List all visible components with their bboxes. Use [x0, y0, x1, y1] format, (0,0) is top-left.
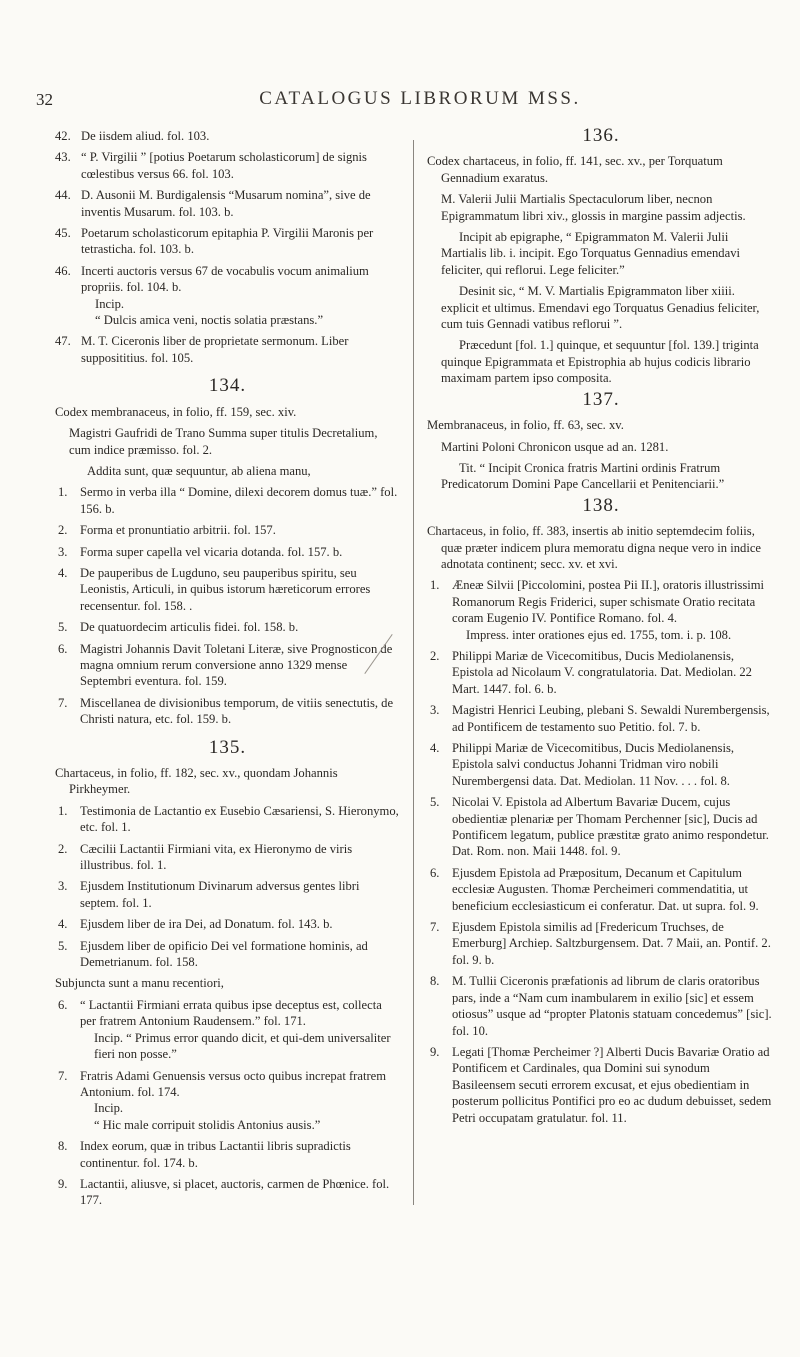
codex-heading: 136. — [582, 125, 620, 146]
item-number: 1. — [430, 578, 440, 593]
item-number: 3. — [58, 544, 68, 559]
item-text — [80, 997, 400, 1063]
item-number: 6. — [58, 641, 68, 656]
item-line: Philippi Mariæ de Vicecomitibus, Ducis Mediolanensis, Epistola ad Nicolaum V. congratulatoria. Dat. Mediolan. 22 Mart. 1447. fol. 6. b. — [452, 648, 752, 696]
codex-138 — [427, 494, 775, 1126]
item-text — [452, 702, 775, 735]
right-column — [427, 125, 775, 1131]
item-text — [80, 1176, 400, 1209]
item-number: 7. — [430, 920, 440, 935]
item-text — [80, 1138, 400, 1171]
item-number: 2. — [58, 841, 68, 856]
list-item — [427, 794, 775, 860]
item-text — [452, 1044, 775, 1126]
item-line: M. T. Ciceronis liber de proprietate sermonum. Liber supposititius. fol. 105. — [81, 334, 349, 365]
item-text — [81, 128, 400, 144]
item-text — [80, 841, 400, 874]
item-line: D. Ausonii M. Burdigalensis “Musarum nomina”, sive de inventis Musarum. fol. 103. b. — [81, 188, 371, 219]
item-text — [80, 484, 400, 517]
codex-note: Subjuncta sunt a manu recentiori, — [55, 976, 224, 991]
item-text — [80, 619, 400, 635]
item-line: Testimonia de Lactantio ex Eusebio Cæsariensi, S. Hieronymo, etc. fol. 1. — [80, 803, 399, 835]
running-head: CATALOGUS LIBRORUM MSS. — [259, 88, 581, 109]
list-item — [427, 919, 775, 968]
item-text — [80, 695, 400, 728]
item-text — [80, 641, 400, 690]
item-number: 7. — [58, 695, 68, 710]
item-number: 9. — [430, 1044, 440, 1059]
codex-paragraph: Tit. “ Incipit Cronica fratris Martini ordinis Fratrum Predicatorum Domini Pape Cancellarii et Penitenciarii.” — [441, 460, 725, 492]
codex-heading: 137. — [582, 388, 620, 410]
codex-heading: 138. — [582, 494, 620, 516]
item-number: 9. — [58, 1176, 68, 1191]
item-text — [452, 794, 775, 860]
item-number: 4. — [58, 565, 68, 580]
item-number: 43. — [55, 150, 71, 165]
codex-paragraph: Magistri Gaufridi de Trano Summa super titulis Decretalium, cum indice præmisso. fol. 2. — [69, 426, 378, 457]
item-text — [80, 803, 400, 836]
codex-paragraph: Desinit sic, “ M. V. Martialis Epigrammaton liber xiiii. explicit et ultimus. Emendavi ego Torquatus Genadius feliciter, cum tuis Gennadi vatibus reflorui ”. — [441, 284, 760, 332]
list-item — [55, 544, 400, 560]
item-subline: Impress. inter orationes ejus ed. 1755, tom. i. p. 108. — [466, 627, 732, 642]
item-line: M. Tullii Ciceronis præfationis ad librum de claris oratoribus pars, inde a “Nam cum inambularem in exilio [sic] et essem otiosus” usque ad “propter Platonis statuam concedemus” [sic]. fol. 10. — [452, 974, 772, 1038]
item-text — [452, 740, 775, 789]
item-list — [55, 803, 400, 971]
item-number: 2. — [430, 648, 440, 663]
codex-description: Codex chartaceus, in folio, ff. 141, sec. xv., per Torquatum Gennadium exaratus. — [427, 154, 723, 185]
left-column — [55, 128, 400, 1214]
codex-134 — [55, 375, 400, 727]
item-number: 6. — [430, 865, 440, 880]
item-number: 4. — [58, 917, 68, 932]
codex-135 — [55, 736, 400, 1209]
item-number: 4. — [430, 741, 440, 755]
item-number: 47. — [55, 334, 71, 349]
item-number: 2. — [58, 523, 68, 538]
item-number: 1. — [58, 803, 68, 818]
item-line: Legati [Thomæ Percheimer ?] Alberti Ducis Bavariæ Oratio ad Pontificem et Cardinales, qua Domini sui synodum Basileensem secuti errorem excusat, et ejus obedientiam in posterum pollicitus Pontifici pro eo ac dudum debuisset, sedem Petri occupatam gratulatur. fol. 11. — [452, 1044, 772, 1125]
item-subline: “ Dulcis amica veni, noctis solatia præstans.” — [95, 313, 324, 328]
codex-paragraph: Præcedunt [fol. 1.] quinque, et sequuntur [fol. 139.] triginta quinque Epigrammata et Epistrophia ab hujus codicis librario maximam partem ipso composita. — [441, 338, 759, 386]
item-line: Index eorum, quæ in tribus Lactantii libris supradictis continentur. fol. 174. b. — [80, 1139, 351, 1170]
item-line: Ejusdem Institutionum Divinarum adversus gentes libri septem. fol. 1. — [80, 879, 360, 910]
item-line: Ejusdem liber de ira Dei, ad Donatum. fol. 143. b. — [80, 917, 333, 932]
item-number: 5. — [58, 938, 68, 953]
list-item — [427, 702, 775, 735]
item-number: 8. — [430, 974, 440, 989]
list-item — [55, 619, 400, 635]
item-subline: Incip. “ Primus error quando dicit, et qui-dem universaliter fieri non posse.” — [94, 1030, 391, 1062]
item-line: Sermo in verba illa “ Domine, dilexi decorem domus tuæ.” fol. 156. b. — [80, 485, 398, 516]
top-items — [55, 128, 400, 366]
item-text — [81, 149, 400, 182]
item-text — [452, 577, 775, 643]
item-line: Magistri Johannis Davit Toletani Literæ, sive Prognosticon de magna omnium rerum conversione anno 1329 mense Septembri eventura. fol. 159. — [80, 641, 393, 689]
list-item — [427, 865, 775, 914]
list-item — [55, 1176, 400, 1209]
item-subline: “ Hic male corripuit stolidis Antonius ausis.” — [94, 1117, 321, 1132]
item-number: 42. — [55, 129, 71, 143]
item-line: Forma et pronuntiatio arbitrii. fol. 157. — [80, 523, 276, 538]
column-divider — [413, 140, 414, 1205]
item-list — [55, 484, 400, 727]
item-number: 3. — [58, 879, 68, 894]
item-number: 6. — [58, 997, 68, 1012]
list-item — [55, 641, 400, 690]
item-number: 46. — [55, 263, 71, 278]
item-line: Æneæ Silvii [Piccolomini, postea Pii II.], oratoris illustrissimi Romanorum Regis Friderici, super schismate Oratio recitata coram Eugenio IV. Pontifice Romano. fol. 4. — [452, 578, 765, 626]
codex-description: Membranaceus, in folio, ff. 63, sec. xv. — [427, 418, 624, 433]
item-number: 5. — [430, 795, 440, 810]
list-item — [55, 1138, 400, 1171]
item-line: De pauperibus de Lugduno, seu pauperibus spiritu, seu Leonistis, Articuli, in quibus istorum hæreticorum errores recensentur. fol. 158. . — [80, 565, 371, 613]
item-line: Ejusdem liber de opificio Dei vel formatione hominis, ad Demetrianum. fol. 158. — [80, 938, 368, 970]
list-item — [55, 522, 400, 538]
list-item — [55, 263, 400, 329]
item-line: Forma super capella vel vicaria dotanda. fol. 157. b. — [80, 544, 343, 559]
list-item — [55, 333, 400, 366]
list-item — [55, 1068, 400, 1134]
codex-description: Codex membranaceus, in folio, ff. 159, sec. xiv. — [55, 404, 297, 419]
codex-description: Chartaceus, in folio, ff. 383, insertis ab initio septemdecim foliis, quæ præter indicem plura memoratu digna neque vero in indice adnotata continent; secc. xv. et xvi. — [427, 524, 761, 571]
list-item — [55, 225, 400, 258]
item-line: De iisdem aliud. fol. 103. — [81, 129, 210, 143]
item-number: 1. — [58, 485, 68, 500]
item-text — [80, 938, 400, 971]
item-line: Philippi Mariæ de Vicecomitibus, Ducis Mediolanensis, Epistola salvi conductus Johanni Tridman viro nobili Nurembergensi data. Dat. Mediolan. 11 Nov. . . . fol. 8. — [452, 741, 734, 788]
item-line: Magistri Henrici Leubing, plebani S. Sewaldi Nurembergensis, ad Pontificem de testamento suo Petitio. fol. 7. b. — [452, 703, 770, 734]
list-item — [55, 938, 400, 971]
item-text — [452, 973, 775, 1039]
list-item — [55, 878, 400, 911]
item-text — [81, 263, 400, 329]
item-text — [81, 333, 400, 366]
list-item — [55, 803, 400, 836]
item-text — [452, 919, 775, 968]
item-line: Lactantii, aliusve, si placet, auctoris, carmen de Phœnice. fol. 177. — [80, 1176, 390, 1208]
codex-paragraph: Martini Poloni Chronicon usque ad an. 1281. — [441, 439, 669, 454]
item-line: Ejusdem Epistola ad Præpositum, Decanum et Capitulum ecclesiæ Augusten. Thomæ Percheimeri commendatitia, ut beneficium ecclesiasticum ei conferatur. Dat. ut supra. fol. 9. — [452, 865, 759, 913]
item-number: 44. — [55, 188, 71, 203]
list-item — [55, 695, 400, 728]
item-text — [80, 544, 400, 560]
item-line: Ejusdem Epistola similis ad [Fredericum Truchses, de Emerburg] Archiep. Saltzburgensem. Dat. 7 Maii, an. Pontif. 2. fol. 9. b. — [452, 920, 771, 967]
codex-heading: 134. — [208, 375, 247, 397]
item-number: 5. — [58, 620, 68, 635]
item-text — [452, 865, 775, 914]
item-text — [80, 522, 400, 538]
item-line: Cæcilii Lactantii Firmiani vita, ex Hieronymo de viris illustribus. fol. 1. — [80, 841, 353, 873]
list-item — [427, 740, 775, 789]
item-text — [452, 648, 775, 697]
list-item — [55, 128, 400, 144]
codex-heading: 135. — [208, 736, 247, 758]
list-item — [55, 149, 400, 182]
item-list — [427, 577, 775, 1126]
list-item — [427, 1044, 775, 1126]
item-line: De quatuordecim articulis fidei. fol. 158. b. — [80, 620, 299, 635]
list-item — [427, 973, 775, 1039]
item-number: 8. — [58, 1139, 68, 1154]
list-item — [55, 187, 400, 220]
item-text — [81, 187, 400, 220]
item-text — [80, 1068, 400, 1134]
item-text — [81, 225, 400, 258]
item-number: 45. — [55, 226, 71, 241]
item-line: Poetarum scholasticorum epitaphia P. Virgilii Maronis per tetrasticha. fol. 103. b. — [81, 226, 374, 257]
item-number: 7. — [58, 1068, 68, 1083]
codex-description: Chartaceus, in folio, ff. 182, sec. xv., quondam Johannis Pirkheymer. — [55, 766, 338, 797]
item-text — [80, 565, 400, 614]
list-item — [427, 577, 775, 643]
codex-paragraph: M. Valerii Julii Martialis Spectaculorum liber, necnon Epigrammatum libri xiv., glossis in margine passim adjectis. — [441, 192, 746, 223]
item-text — [80, 916, 400, 932]
list-item — [55, 484, 400, 517]
list-item — [55, 916, 400, 932]
item-subline: Incip. — [94, 1101, 124, 1116]
item-list — [55, 997, 400, 1209]
item-line: Fratris Adami Genuensis versus octo quibus increpat fratrem Antonium. fol. 174. — [80, 1068, 387, 1099]
codex-137 — [427, 388, 775, 493]
list-item — [427, 648, 775, 697]
item-subline: Incip. — [95, 296, 125, 311]
item-line: “ Lactantii Firmiani errata quibus ipse deceptus est, collecta per fratrem Antonium Raudensem.” fol. 171. — [80, 997, 382, 1029]
item-line: Miscellanea de divisionibus temporum, de vitiis senectutis, de Christi natura, etc. fol. 159. b. — [80, 695, 394, 727]
codex-136 — [427, 125, 775, 387]
item-line: “ P. Virgilii ” [potius Poetarum scholasticorum] de signis cœlestibus versus 66. fol. 103. — [81, 150, 367, 181]
page-number: 32 — [36, 90, 53, 109]
item-line: Nicolai V. Epistola ad Albertum Bavariæ Ducem, cujus obedientiæ plenariæ per Thomam Perchenner [sic], Ducis ad Pontificem legatum, publice præstitæ grato animo respondetur. Dat. Rom. non. Maii 1448. fol. 9. — [452, 795, 769, 859]
list-item — [55, 565, 400, 614]
item-line: Incerti auctoris versus 67 de vocabulis vocum animalium propriis. fol. 104. b. — [81, 263, 369, 295]
codex-paragraph: Addita sunt, quæ sequuntur, ab aliena manu, — [87, 463, 311, 478]
list-item — [55, 841, 400, 874]
list-item — [55, 997, 400, 1063]
item-text — [80, 878, 400, 911]
item-number: 3. — [430, 703, 440, 718]
codex-paragraph: Incipit ab epigraphe, “ Epigrammaton M. Valerii Julii Martialis lib. i. incipit. Ego Torquatus Gennadius emendavi feliciter, qui reflorui. Lege feliciter.” — [441, 230, 740, 277]
